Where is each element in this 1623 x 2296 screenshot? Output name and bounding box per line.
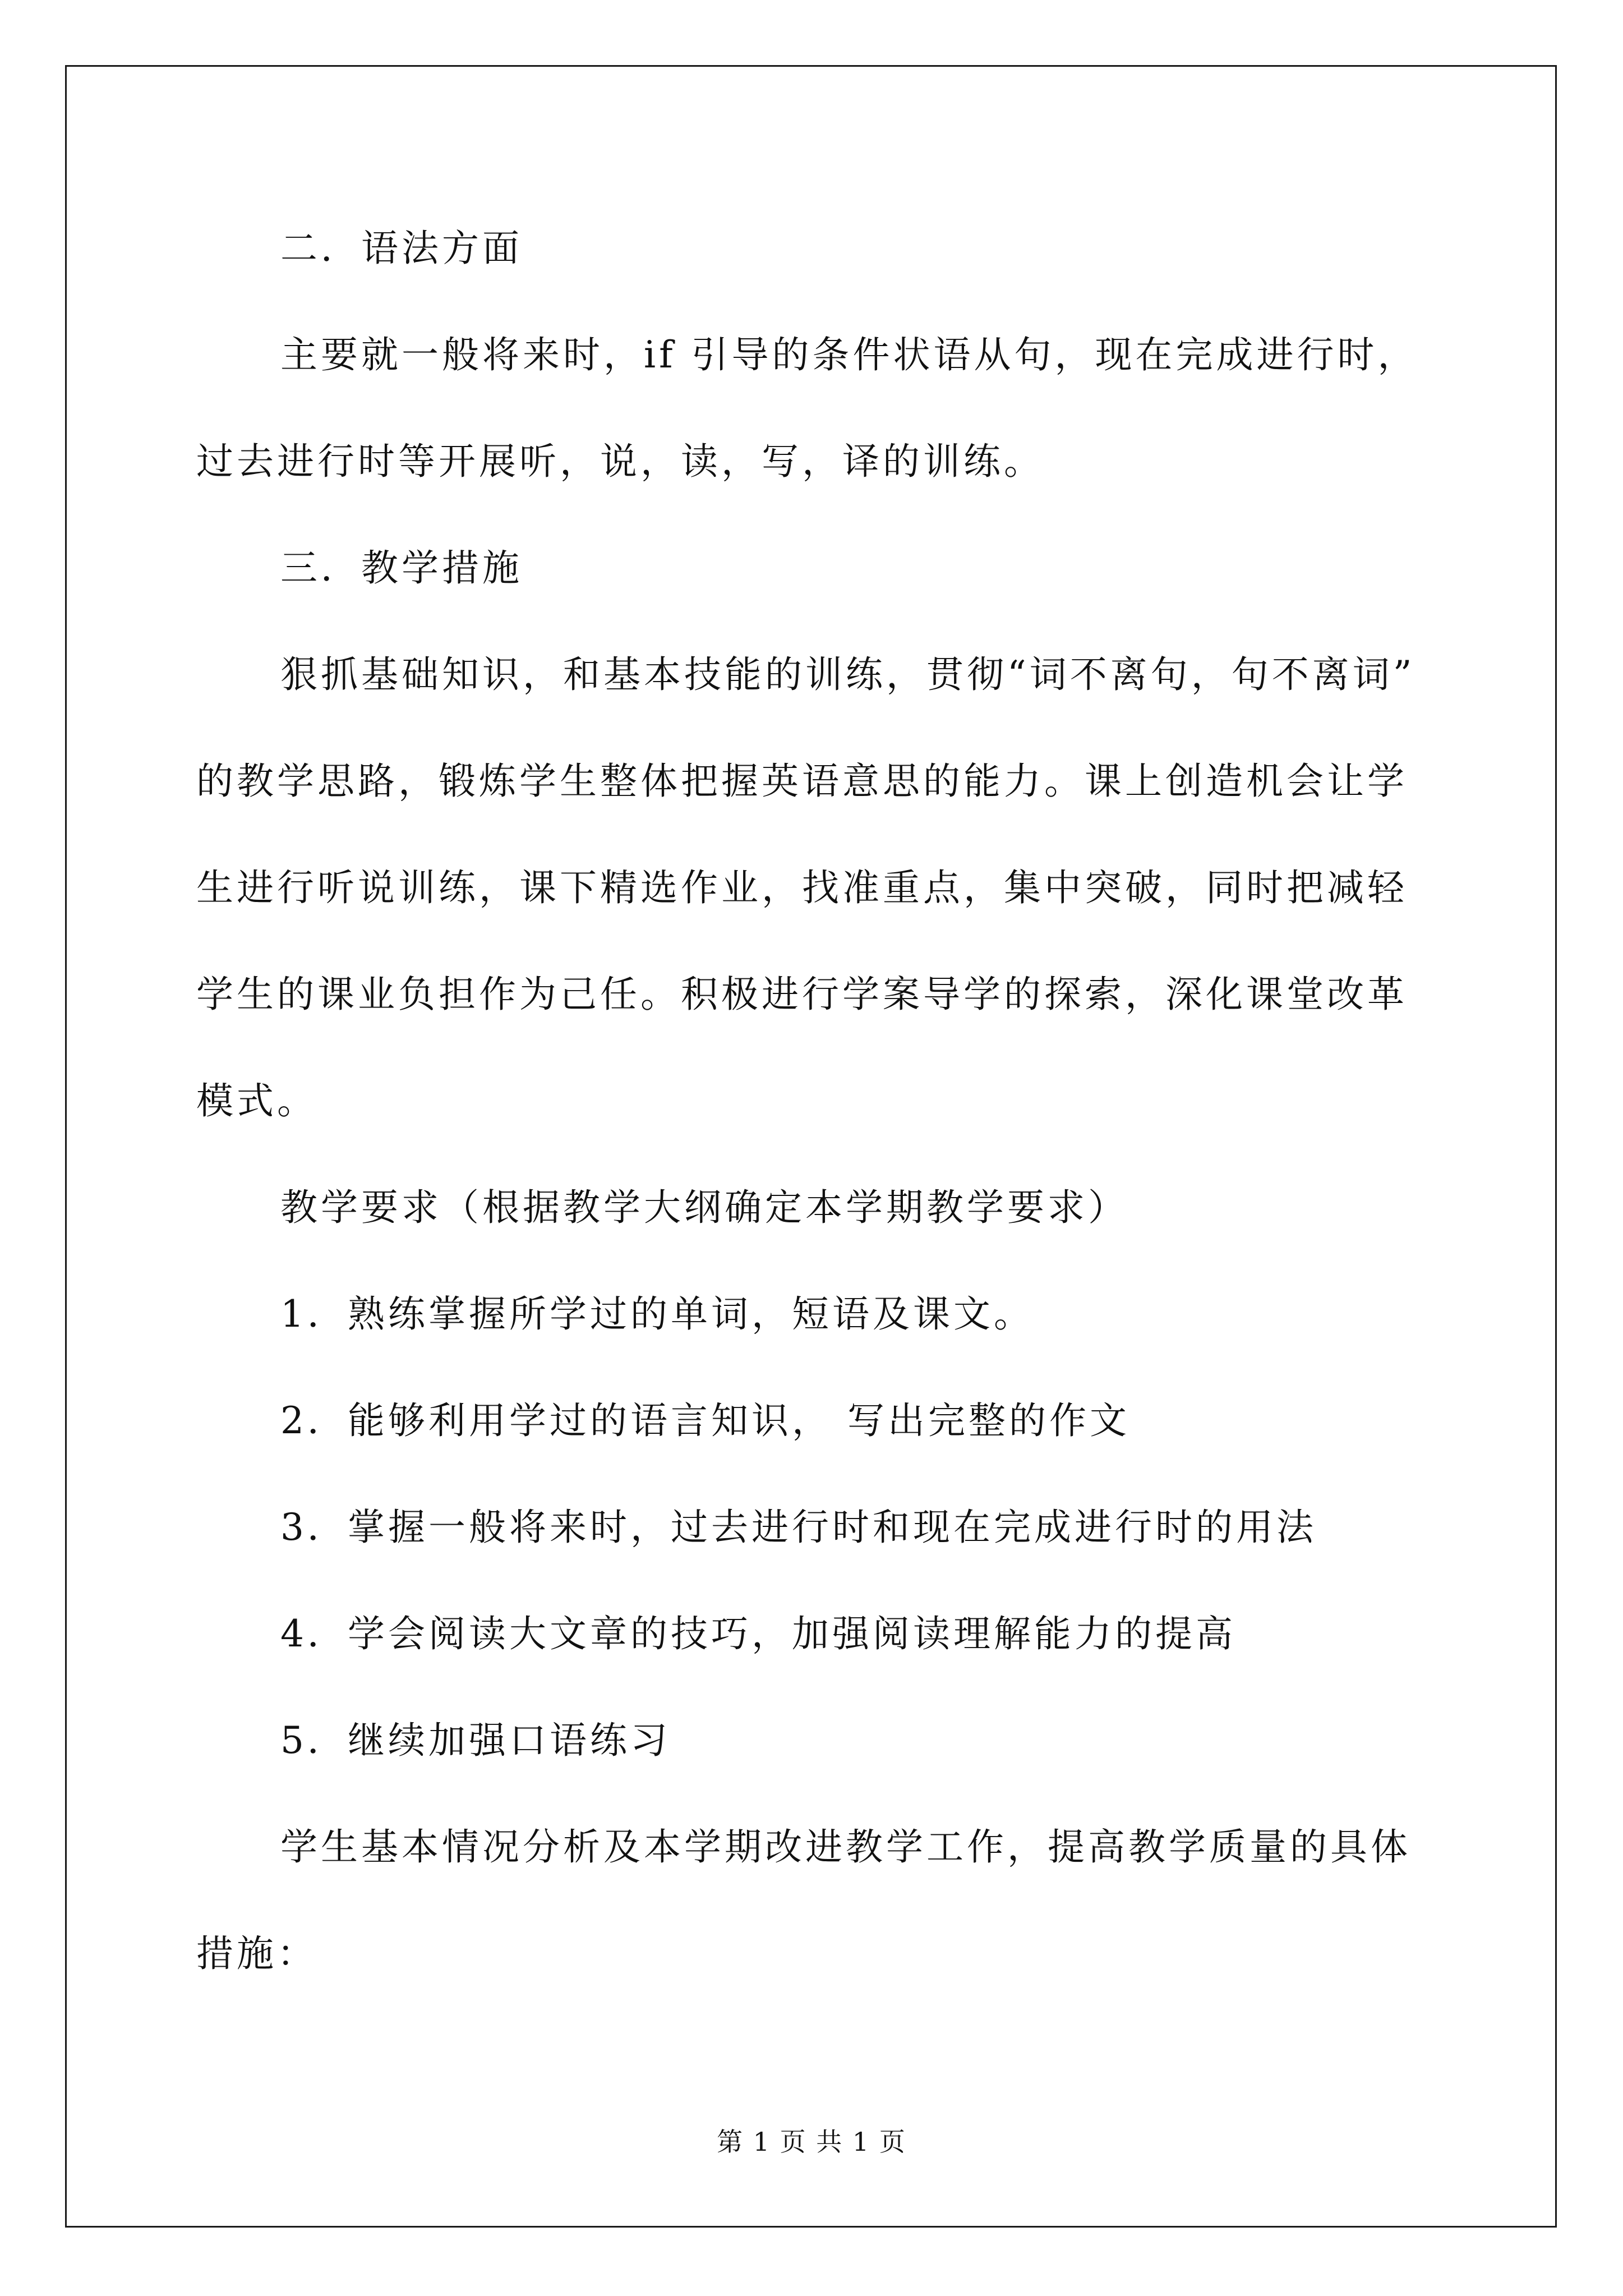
paragraph-line: 措施：	[196, 1932, 317, 1975]
list-item: 5．继续加强口语练习	[280, 1719, 671, 1762]
paragraph-line: 生进行听说训练，课下精选作业，找准重点，集中突破，同时把减轻	[196, 866, 1408, 909]
list-item: 2．能够利用学过的语言知识， 写出完整的作文	[280, 1399, 1130, 1442]
list-item: 1．熟练掌握所学过的单词，短语及课文。	[280, 1292, 1034, 1336]
page-number-footer: 第 1 页 共 1 页	[717, 2127, 906, 2157]
section-heading-grammar: 二．语法方面	[280, 227, 523, 270]
paragraph-line: 学生的课业负担作为己任。积极进行学案导学的探索，深化课堂改革	[196, 973, 1408, 1016]
paragraph-line: 学生基本情况分析及本学期改进教学工作，提高教学质量的具体	[280, 1825, 1411, 1869]
paragraph-line: 主要就一般将来时，if 引导的条件状语从句，现在完成进行时，	[280, 333, 1418, 376]
requirements-heading: 教学要求（根据教学大纲确定本学期教学要求）	[280, 1186, 1128, 1229]
list-item: 4．学会阅读大文章的技巧，加强阅读理解能力的提高	[280, 1612, 1236, 1655]
paragraph-line: 模式。	[196, 1079, 317, 1122]
page-border	[65, 65, 1557, 2228]
paragraph-line: 狠抓基础知识，和基本技能的训练，贯彻“词不离句，句不离词”	[280, 653, 1415, 696]
section-heading-measures: 三．教学措施	[280, 546, 523, 590]
paragraph-line: 的教学思路，锻炼学生整体把握英语意思的能力。课上创造机会让学	[196, 760, 1408, 803]
list-item: 3．掌握一般将来时，过去进行时和现在完成进行时的用法	[280, 1506, 1317, 1549]
paragraph-line: 过去进行时等开展听，说，读，写，译的训练。	[196, 440, 1044, 483]
